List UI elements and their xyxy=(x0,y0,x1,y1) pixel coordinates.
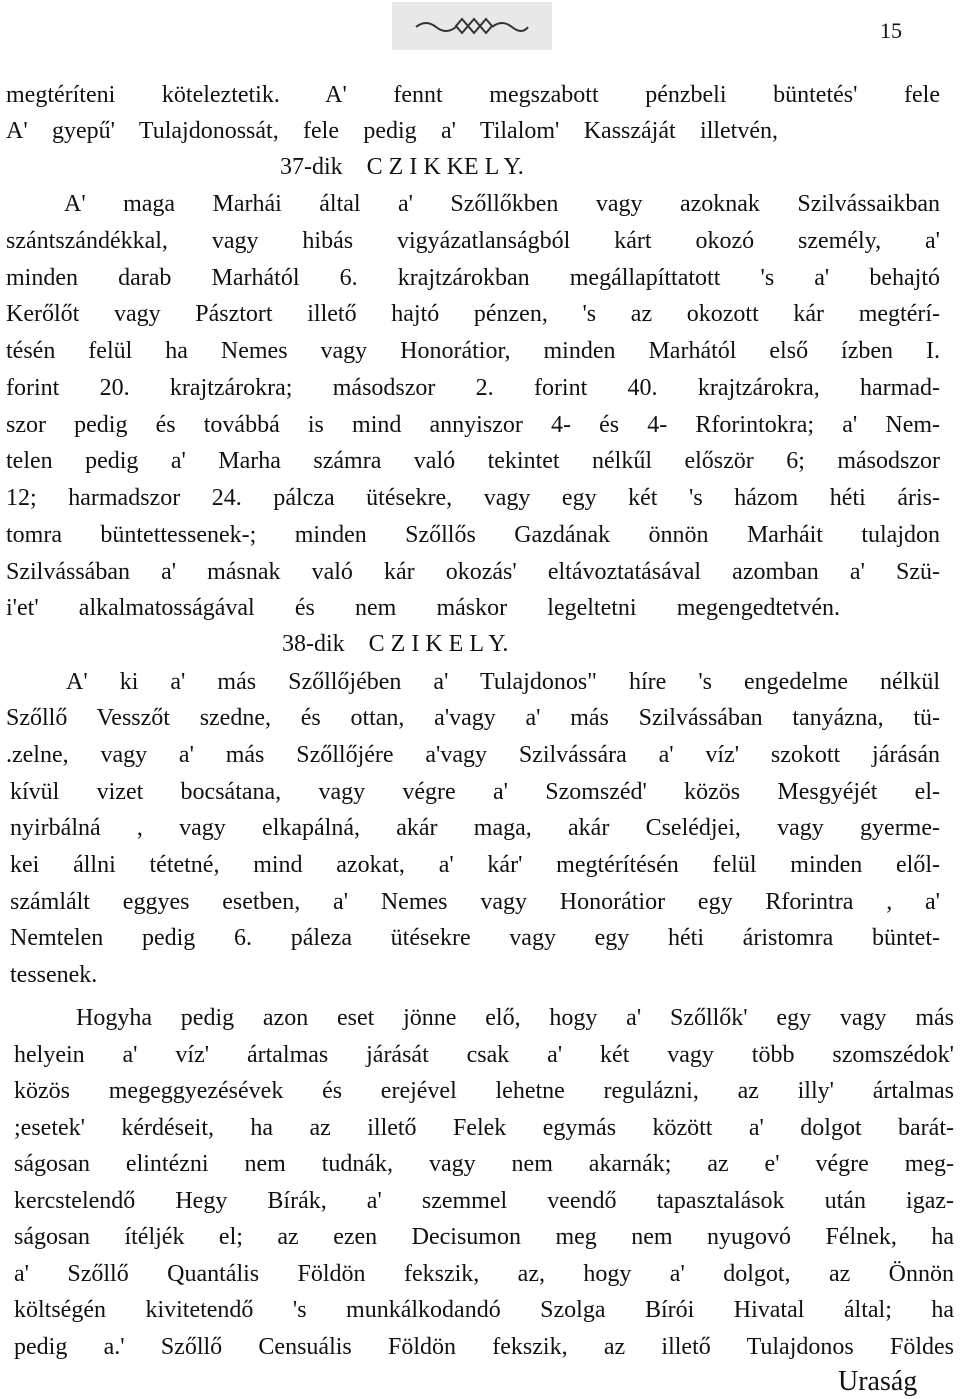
page-number: 15 xyxy=(880,18,902,43)
text-line: kívül vizet bocsátana, vagy végre a' Szomszéd' közös Mesgyéjét el- xyxy=(10,779,940,805)
text-line: kei állni tétetné, mind azokat, a' kár' megtérítésén felül minden elől- xyxy=(10,852,940,878)
text-line: a' Szőllő Quantális Földön fekszik, az, hogy a' dolgot, az Önnön xyxy=(14,1261,954,1287)
article-heading-37: 37-dik C Z I K KE L Y. xyxy=(280,154,524,180)
text-line: Nemtelen pedig 6. páleza ütésekre vagy egy héti áristomra büntet- xyxy=(10,925,940,951)
text-line: szántszándékkal, vagy hibás vigyázatlanságból kárt okozó személy, a' xyxy=(6,228,940,254)
text-line: forint 20. krajtzárokra; másodszor 2. forint 40. krajtzárokra, harmad- xyxy=(6,375,940,401)
text-line: közös megeggyezésévek és erejével lehetne regulázni, az illy' ártalmas xyxy=(14,1078,954,1104)
text-line: Hogyha pedig azon eset jönne elő, hogy a' Szőllők' egy vagy más xyxy=(76,1005,954,1031)
ornament-icon xyxy=(412,13,532,39)
text-line: ságosan ítéljék el; az ezen Decisumon meg nem nyugovó Félnek, ha xyxy=(14,1224,954,1250)
text-line: ;esetek' kérdéseit, ha az illető Felek egymás között a' dolgot barát- xyxy=(14,1115,954,1141)
text-line: tomra büntettessenek-; minden Szőllős Gazdának önnön Marháit tulajdon xyxy=(6,522,940,548)
text-line: i'et' alkalmatosságával és nem máskor legeltetni megengedtetvén. xyxy=(6,595,840,621)
text-line: 12; harmadszor 24. pálcza ütésekre, vagy egy két 's házom héti áris- xyxy=(6,485,940,511)
text-line: tésén felül ha Nemes vagy Honorátior, minden Marhától első ízben I. xyxy=(6,338,940,364)
text-line: A' maga Marhái által a' Szőllőkben vagy azoknak Szilvássaikban xyxy=(64,191,940,217)
text-line: Szilvássában a' másnak való kár okozás' eltávoztatásával azomban a' Szü- xyxy=(6,559,940,585)
text-line: megtéríteni köteleztetik. A' fennt megszabott pénzbeli büntetés' fele xyxy=(6,82,940,108)
text-line: Kerőlőt vagy Pásztort illető hajtó pénzen, 's az okozott kár megtérí- xyxy=(6,301,940,327)
text-line: .zelne, vagy a' más Szőllőjére a'vagy Szilvássára a' víz' szokott járásán xyxy=(6,742,940,768)
text-line: pedig a.' Szőllő Censuális Földön fekszik, az illető Tulajdonos Földes xyxy=(14,1334,954,1360)
text-line: nyirbálná , vagy elkapálná, akár maga, akár Cselédjei, vagy gyerme- xyxy=(10,815,940,841)
text-line: minden darab Marhától 6. krajtzárokban megállapíttatott 's a' behajtó xyxy=(6,265,940,291)
article-heading-38: 38-dik C Z I K E L Y. xyxy=(282,631,509,657)
text-line: tessenek. xyxy=(10,962,98,988)
catchword: Uraság xyxy=(838,1366,918,1397)
text-line: telen pedig a' Marha számra való tekintet nélkűl először 6; másodszor xyxy=(6,448,940,474)
header-ornament xyxy=(392,2,552,50)
text-line: költségén kivitetendő 's munkálkodandó Szolga Bírói Hivatal által; ha xyxy=(14,1297,954,1323)
text-line: Szőllő Vesszőt szedne, és ottan, a'vagy a' más Szilvássában tanyázna, tü- xyxy=(6,705,940,731)
text-line: kercstelendő Hegy Bírák, a' szemmel veendő tapasztalások után igaz- xyxy=(14,1188,954,1214)
text-line: A' gyepű' Tulajdonossát, fele pedig a' Tilalom' Kasszáját illetvén, xyxy=(6,118,778,144)
text-line: számlált eggyes esetben, a' Nemes vagy Honorátior egy Rforintra , a' xyxy=(10,889,940,915)
text-line: ságosan elintézni nem tudnák, vagy nem akarnák; az e' végre meg- xyxy=(14,1151,954,1177)
text-line: helyein a' víz' ártalmas járását csak a' két vagy több szomszédok' xyxy=(14,1042,954,1068)
text-line: szor pedig és továbbá is mind annyiszor 4- és 4- Rforintokra; a' Nem- xyxy=(6,412,940,438)
text-line: A' ki a' más Szőllőjében a' Tulajdonos" híre 's engedelme nélkül xyxy=(66,669,940,695)
